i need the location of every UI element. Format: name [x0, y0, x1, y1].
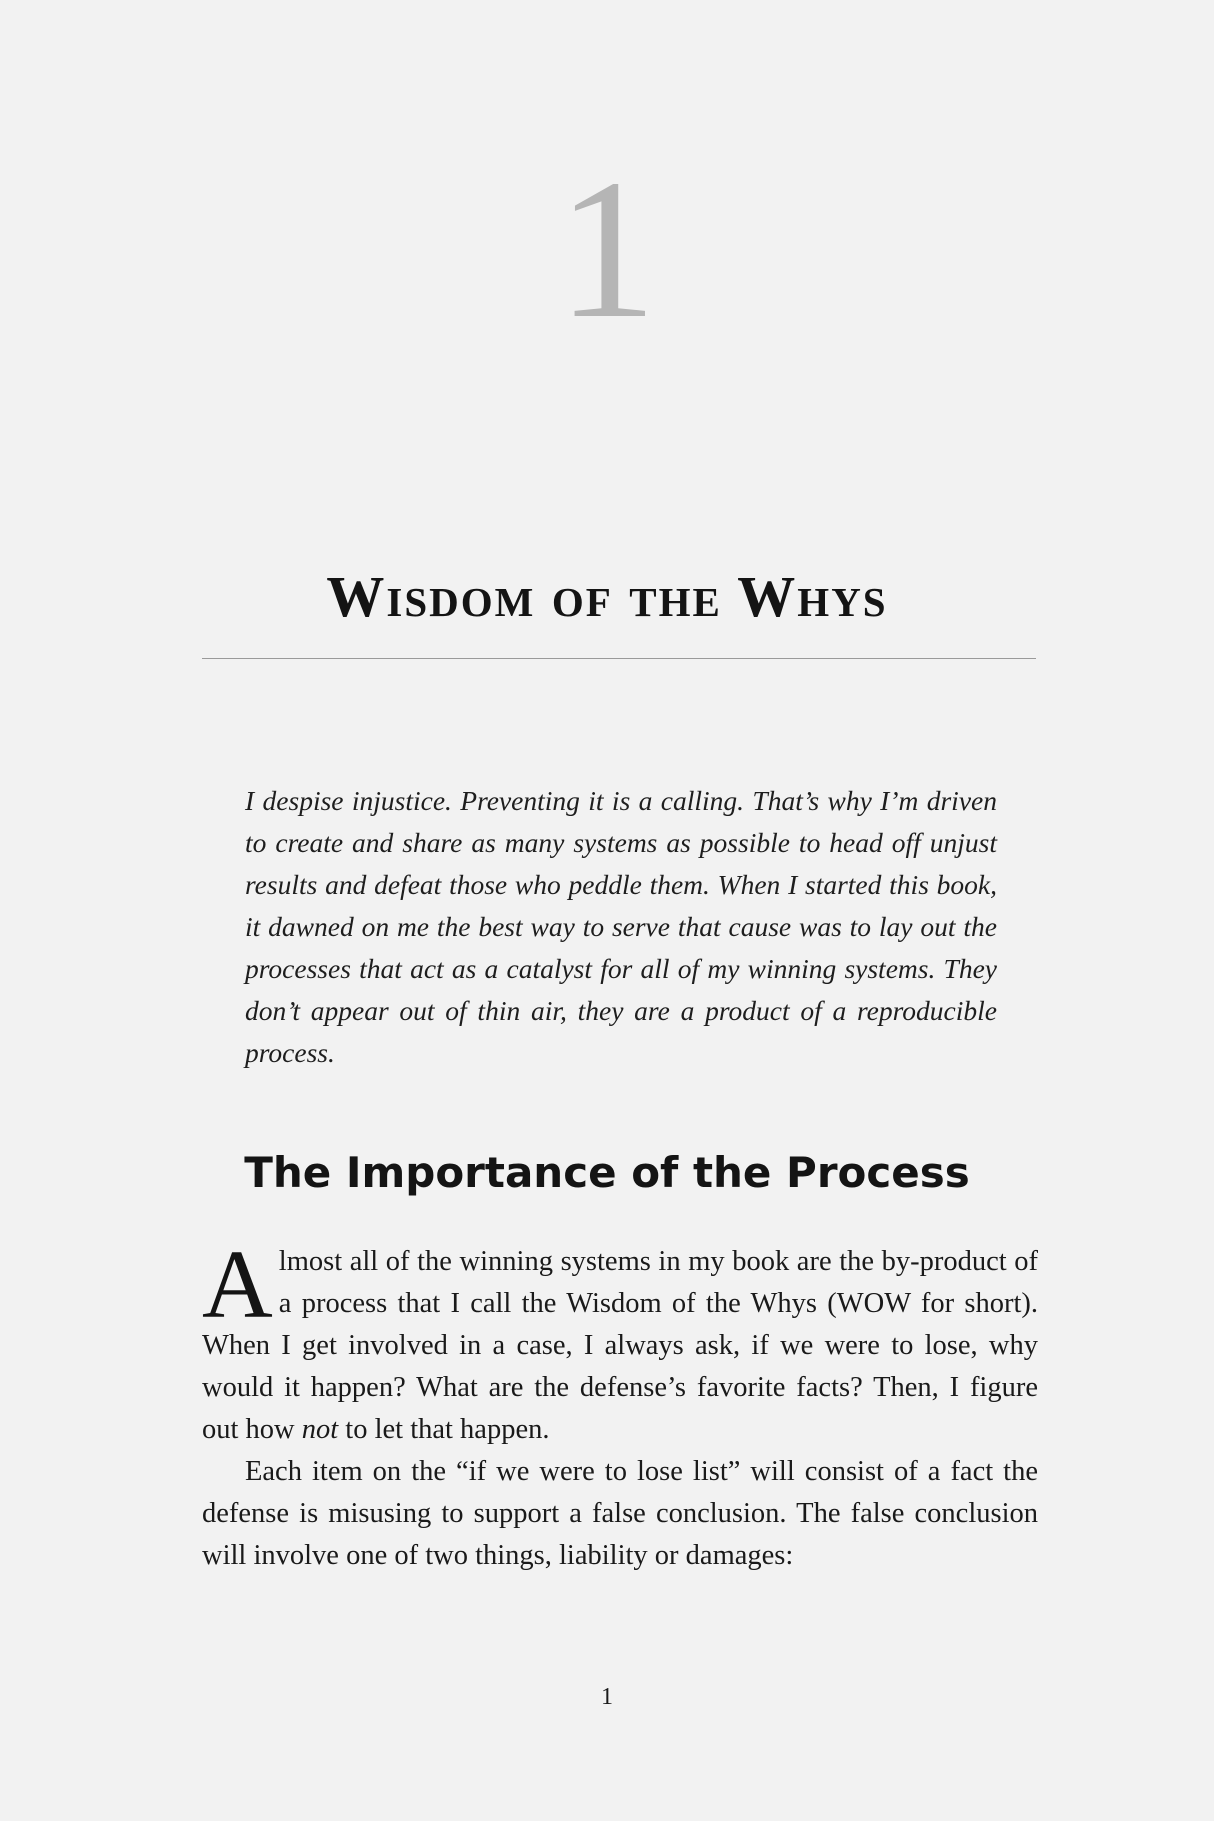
body-text: [202, 1231, 1038, 1577]
emphasis-text: not: [301, 1414, 339, 1445]
paragraph-1-text-end: to let that happen.: [338, 1414, 550, 1445]
section-heading: The Importance of the Process: [244, 1148, 970, 1197]
paragraph-1: [202, 1231, 1038, 1451]
chapter-number: 1: [557, 139, 657, 360]
paragraph-1-text: lmost all of the winning systems in my book are the by-product of a process that I call the Wisdom of the Whys (WOW for short). When I get involved in a case, I always ask, if we were to lose, why would it happen? What are the defense’s favorite facts? Then, I figure out how: [202, 1246, 1038, 1445]
title-divider: [202, 658, 1036, 659]
paragraph-2: Each item on the “if we were to lose list” will consist of a fact the defense is misusing to support a false conclusion. The false conclusion will involve one of two things, liability or damages:: [202, 1456, 1038, 1571]
page-number: 1: [601, 1684, 613, 1710]
chapter-title: Wisdom of the Whys: [326, 564, 888, 629]
drop-cap: A: [202, 1231, 273, 1339]
epigraph: I despise injustice. Preventing it is a calling. That’s why I’m driven to create and share as many systems as possible to head off unjust results and defeat those who peddle them. When I started this book, it dawned on me the best way to serve that cause was to lay out the processes that act as a catalyst for all of my winning systems. They don’t appear out of thin air, they are a product of a reproducible process.: [245, 785, 997, 1068]
